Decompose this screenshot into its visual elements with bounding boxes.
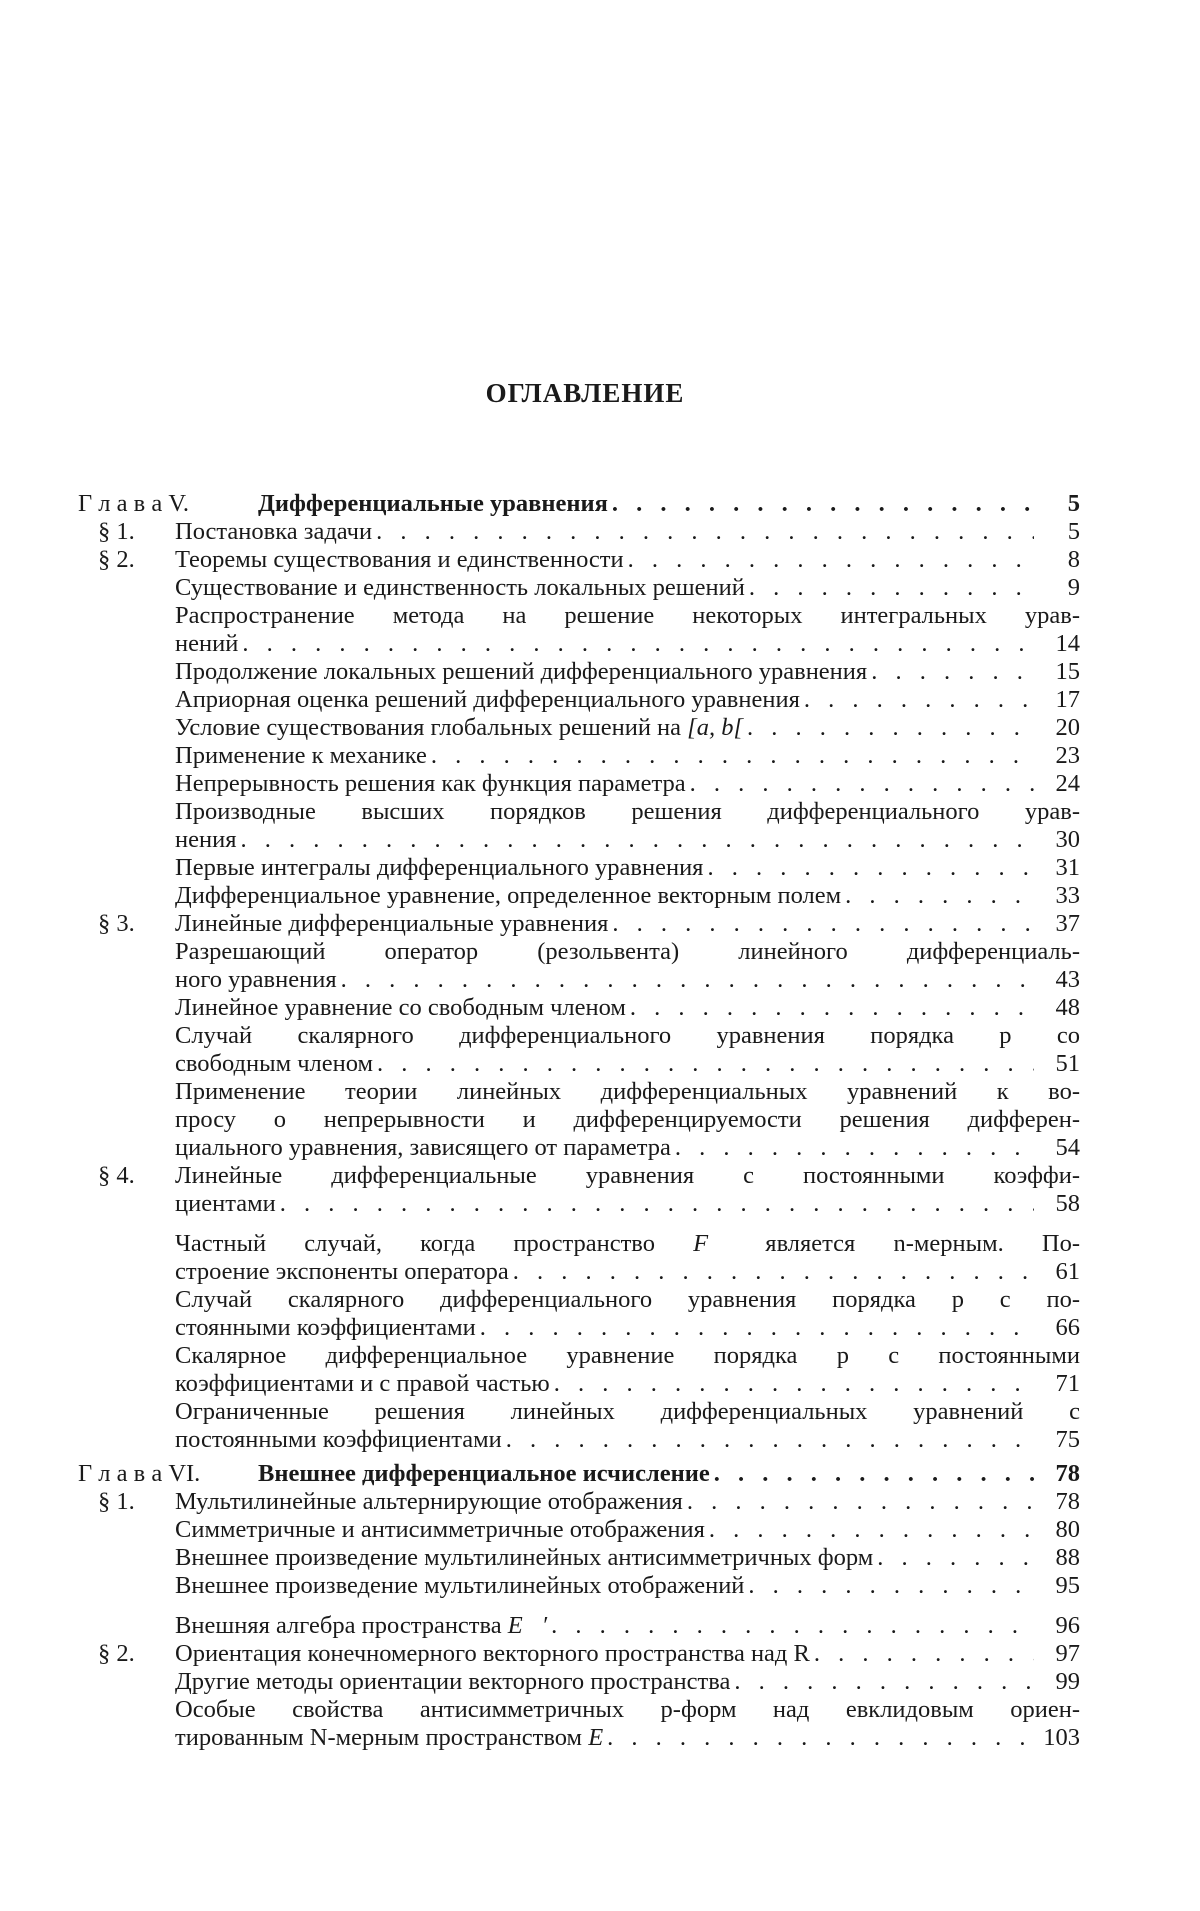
section-number: § 2. — [98, 1640, 135, 1667]
section-number: § 4. — [98, 1162, 135, 1189]
page-number: 37 — [1055, 910, 1080, 937]
page-number: 31 — [1055, 854, 1080, 881]
dot-leader — [871, 658, 1034, 686]
section-number: § 1. — [98, 1488, 135, 1515]
toc-entry-sub — [78, 1612, 1080, 1640]
page-number: 9 — [1067, 574, 1080, 601]
toc-entry-title: Первые интегралы дифференциального уравнения — [175, 854, 704, 881]
toc-entry-sub — [78, 1230, 1080, 1286]
toc-entry-sub — [78, 574, 1080, 602]
section-number: § 1. — [98, 518, 135, 545]
math-symbol: E⃗′ — [507, 1612, 548, 1639]
dot-leader — [804, 686, 1034, 714]
toc-entry-sub — [78, 714, 1080, 742]
toc-entry-title: Внешнее дифференциальное исчисление — [258, 1460, 710, 1487]
toc-entry-text-line: просу о непрерывности и дифференцируемости решения дифферен- — [175, 1106, 1080, 1133]
dot-leader — [377, 1050, 1034, 1078]
dot-leader — [341, 966, 1034, 994]
toc-entry-title: Линейные дифференциальные уравнения — [175, 910, 609, 937]
page-number: 88 — [1055, 1544, 1080, 1571]
toc-entry-text-line: Производные высших порядков решения дифференциального урав- — [175, 798, 1080, 825]
dot-leader — [513, 1258, 1034, 1286]
toc-entry-title: Дифференциальное уравнение, определенное векторным полем — [175, 882, 842, 909]
toc-entry-title: Применение к механике — [175, 742, 427, 769]
toc-entry-text-line: Частный случай, когда пространство F⃗ является n-мерным. По- — [175, 1230, 1080, 1257]
toc-entry-sub — [78, 658, 1080, 686]
toc-entry-text-line: Ограниченные решения линейных дифференциальных уравнений с — [175, 1398, 1080, 1425]
page-number: 66 — [1055, 1314, 1080, 1341]
toc-entry-title: Существование и единственность локальных решений — [175, 574, 745, 601]
toc-entry-sub — [78, 1572, 1080, 1600]
page-number: 15 — [1055, 658, 1080, 685]
page-number: 97 — [1055, 1640, 1080, 1667]
dot-leader — [431, 742, 1034, 770]
page-number: 95 — [1055, 1572, 1080, 1599]
toc-entry-text-line: Случай скалярного дифференциального уравнения порядка p со — [175, 1022, 1080, 1049]
chapter-number: Г л а в а VI. — [78, 1460, 201, 1487]
page-number: 5 — [1067, 490, 1080, 517]
toc-entry-section — [78, 1640, 1080, 1668]
toc-entry-sub — [78, 1286, 1080, 1342]
dot-leader — [240, 826, 1034, 854]
dot-leader — [749, 574, 1034, 602]
toc-entry-title: тированным N-мерным пространством E — [175, 1724, 604, 1751]
dot-leader — [845, 882, 1034, 910]
page-number: 43 — [1055, 966, 1080, 993]
dot-leader — [612, 910, 1034, 938]
chapter-number: Г л а в а V. — [78, 490, 189, 517]
toc-entry-text-line: Разрешающий оператор (резольвента) линейного дифференциаль- — [175, 938, 1080, 965]
toc-entry-title: Теоремы существования и единственности — [175, 546, 624, 573]
math-symbol: [a, b[ — [687, 714, 743, 741]
toc-entry-sub — [78, 1516, 1080, 1544]
toc-entry-section — [78, 1162, 1080, 1218]
toc-entry-sub — [78, 1022, 1080, 1078]
toc-entry-chapter — [78, 1460, 1080, 1488]
toc-entry-section — [78, 546, 1080, 574]
toc-entry-sub — [78, 938, 1080, 994]
section-number: § 2. — [98, 546, 135, 573]
toc-entry-title: Внешняя алгебра пространства E⃗′ — [175, 1612, 548, 1639]
toc-entry-title: свободным членом — [175, 1050, 374, 1077]
toc-entry-sub — [78, 798, 1080, 854]
toc-entry-text-line: Распространение метода на решение некоторых интегральных урав- — [175, 602, 1080, 629]
toc-entry-title: Непрерывность решения как функция параметра — [175, 770, 686, 797]
toc-entry-title: Линейное уравнение со свободным членом — [175, 994, 626, 1021]
toc-entry-sub — [78, 1668, 1080, 1696]
page-title: ОГЛАВЛЕНИЕ — [485, 378, 685, 408]
toc-entry-sub — [78, 1342, 1080, 1398]
toc-entry-sub — [78, 770, 1080, 798]
toc-entry-title: Условие существования глобальных решений на [a, b[ — [175, 714, 743, 741]
dot-leader — [747, 714, 1034, 742]
toc-entry-title: Мультилинейные альтернирующие отображения — [175, 1488, 683, 1515]
page-number: 103 — [1043, 1724, 1080, 1751]
table-of-contents — [78, 490, 1080, 1752]
page-number: 33 — [1055, 882, 1080, 909]
toc-entry-title: Симметричные и антисимметричные отображения — [175, 1516, 705, 1543]
toc-entry-sub — [78, 602, 1080, 658]
dot-leader — [675, 1134, 1034, 1162]
toc-entry-section — [78, 518, 1080, 546]
page-number: 71 — [1055, 1370, 1080, 1397]
dot-leader — [607, 1724, 1034, 1752]
toc-entry-title: циентами — [175, 1190, 276, 1217]
page-number: 51 — [1055, 1050, 1080, 1077]
toc-entry-title: Дифференциальные уравнения — [258, 490, 608, 517]
toc-entry-text-line: Особые свойства антисимметричных p-форм над евклидовым ориен- — [175, 1696, 1080, 1723]
toc-entry-title: Априорная оценка решений дифференциального уравнения — [175, 686, 800, 713]
dot-leader — [506, 1426, 1034, 1454]
dot-leader — [709, 1516, 1034, 1544]
page-number: 58 — [1055, 1190, 1080, 1217]
page-number: 61 — [1055, 1258, 1080, 1285]
dot-leader — [877, 1544, 1034, 1572]
toc-entry-text-line: Линейные дифференциальные уравнения с постоянными коэффи- — [175, 1162, 1080, 1189]
dot-leader — [554, 1370, 1034, 1398]
toc-entry-sub — [78, 1078, 1080, 1162]
dot-leader — [707, 854, 1034, 882]
toc-entry-title: Постановка задачи — [175, 518, 373, 545]
toc-entry-title: ного уравнения — [175, 966, 337, 993]
page-number: 24 — [1055, 770, 1080, 797]
dot-leader — [687, 1488, 1034, 1516]
dot-leader — [748, 1572, 1034, 1600]
dot-leader — [630, 994, 1034, 1022]
page-number: 20 — [1055, 714, 1080, 741]
dot-leader — [734, 1668, 1034, 1696]
toc-entry-sub — [78, 686, 1080, 714]
page-number: 14 — [1055, 630, 1080, 657]
toc-entry-section — [78, 1488, 1080, 1516]
toc-entry-text-line: Случай скалярного дифференциального уравнения порядка p с по- — [175, 1286, 1080, 1313]
page-number: 23 — [1055, 742, 1080, 769]
dot-leader — [612, 490, 1034, 518]
toc-entry-title: циального уравнения, зависящего от параметра — [175, 1134, 671, 1161]
toc-entry-chapter — [78, 490, 1080, 518]
toc-entry-sub — [78, 882, 1080, 910]
toc-entry-title: нений — [175, 630, 239, 657]
math-symbol: E — [588, 1724, 604, 1751]
toc-entry-title: Ориентация конечномерного векторного пространства над R — [175, 1640, 810, 1667]
dot-leader — [280, 1190, 1034, 1218]
dot-leader — [814, 1640, 1034, 1668]
toc-entry-sub — [78, 1696, 1080, 1752]
toc-entry-title: Продолжение локальных решений дифференциального уравнения — [175, 658, 868, 685]
page-number: 5 — [1067, 518, 1080, 545]
page-number: 96 — [1055, 1612, 1080, 1639]
toc-entry-title: стоянными коэффициентами — [175, 1314, 476, 1341]
toc-entry-title: нения — [175, 826, 237, 853]
toc-entry-title: Внешнее произведение мультилинейных отображений — [175, 1572, 745, 1599]
toc-entry-sub — [78, 1398, 1080, 1454]
page-number: 30 — [1055, 826, 1080, 853]
toc-entry-section — [78, 910, 1080, 938]
dot-leader — [551, 1612, 1034, 1640]
page-number: 54 — [1055, 1134, 1080, 1161]
toc-entry-sub — [78, 994, 1080, 1022]
toc-entry-sub — [78, 1544, 1080, 1572]
page-number: 80 — [1055, 1516, 1080, 1543]
dot-leader — [690, 770, 1034, 798]
toc-entry-title: коэффициентами и с правой частью — [175, 1370, 550, 1397]
page-number: 48 — [1055, 994, 1080, 1021]
page-number: 17 — [1055, 686, 1080, 713]
toc-entry-text-line: Применение теории линейных дифференциальных уравнений к во- — [175, 1078, 1080, 1105]
page-number: 75 — [1055, 1426, 1080, 1453]
toc-entry-title: Внешнее произведение мультилинейных антисимметричных форм — [175, 1544, 874, 1571]
page-number: 8 — [1067, 546, 1080, 573]
dot-leader — [376, 518, 1034, 546]
dot-leader — [242, 630, 1034, 658]
page-number: 99 — [1055, 1668, 1080, 1695]
toc-entry-text-line: Скалярное дифференциальное уравнение порядка p с постоянными — [175, 1342, 1080, 1369]
toc-entry-title: строение экспоненты оператора — [175, 1258, 509, 1285]
toc-entry-title: постоянными коэффициентами — [175, 1426, 502, 1453]
page-number: 78 — [1055, 1460, 1080, 1487]
toc-entry-title: Другие методы ориентации векторного пространства — [175, 1668, 731, 1695]
dot-leader — [714, 1460, 1034, 1488]
dot-leader — [628, 546, 1034, 574]
dot-leader — [480, 1314, 1034, 1342]
toc-entry-sub — [78, 742, 1080, 770]
toc-entry-sub — [78, 854, 1080, 882]
page-number: 78 — [1055, 1488, 1080, 1515]
section-number: § 3. — [98, 910, 135, 937]
math-symbol: F⃗ — [693, 1230, 728, 1257]
